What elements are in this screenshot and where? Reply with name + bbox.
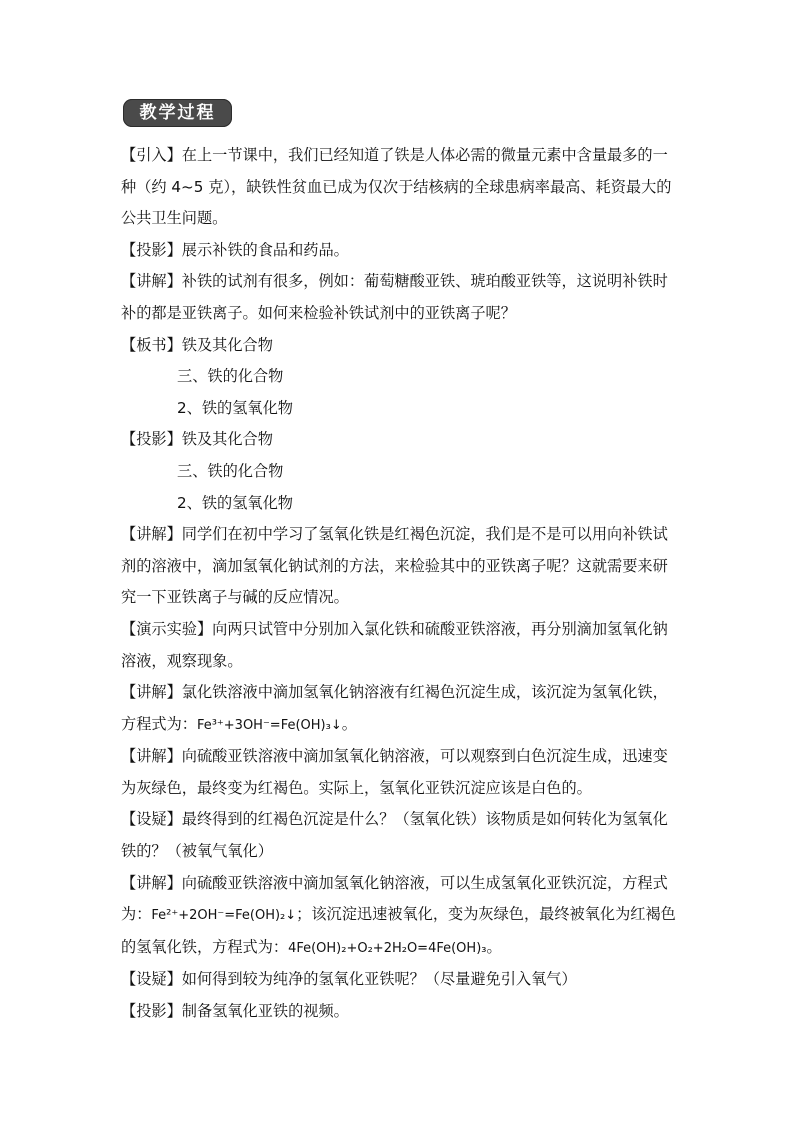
outline-item: 2、铁的氢氧化物	[177, 493, 293, 512]
section-header-badge	[123, 99, 232, 127]
lesson-body	[121, 140, 677, 1028]
outline-item: 三、铁的化合物	[177, 461, 284, 480]
paragraph-tag: 【投影】	[121, 240, 182, 259]
section-header-title: 教学过程	[139, 103, 216, 123]
paragraph-demo-experiment	[121, 614, 677, 677]
paragraph-tail: 。	[341, 714, 357, 733]
paragraph-text: 展示补铁的食品和药品。	[181, 240, 349, 259]
paragraph-intro	[121, 140, 677, 235]
paragraph-tag: 【讲解】	[121, 525, 182, 544]
paragraph-explanation	[121, 868, 677, 965]
chemical-equation: Fe³⁺+3OH⁻=Fe(OH)₃↓	[196, 717, 342, 733]
paragraph-explanation	[121, 677, 677, 741]
paragraph-explanation	[121, 519, 677, 614]
paragraph-text: 铁及其化合物	[181, 335, 273, 354]
paragraph-explanation	[121, 266, 677, 329]
paragraph-tag: 【投影】	[121, 1002, 182, 1021]
paragraph-tail: 。	[486, 937, 502, 956]
paragraph-tag: 【设疑】	[121, 970, 182, 989]
paragraph-question	[121, 964, 677, 996]
outline-item: 2、铁的氢氧化物	[177, 398, 293, 417]
paragraph-text: 向两只试管中分别加入氯化铁和硫酸亚铁溶液，再分别滴加氢氧化钠溶液，观察现象。	[121, 619, 668, 670]
paragraph-projection	[121, 235, 677, 267]
outline-item: 三、铁的化合物	[177, 367, 284, 386]
paragraph-question	[121, 804, 677, 867]
paragraph-tag: 【演示实验】	[121, 619, 213, 638]
chemical-equation: Fe²⁺+2OH⁻=Fe(OH)₂↓	[151, 908, 297, 924]
paragraph-projection	[121, 996, 677, 1028]
paragraph-text: 最终得到的红褐色沉淀是什么？（氢氧化铁）该物质是如何转化为氢氧化铁的？（被氧气氧化）	[121, 810, 668, 861]
paragraph-text: 氯化铁溶液中滴加氢氧化钠溶液有红褐色沉淀生成，该沉淀为氢氧化铁，方程式为：	[121, 683, 668, 733]
paragraph-text: 制备氢氧化亚铁的视频。	[181, 1002, 349, 1021]
chemical-equation: 4Fe(OH)₂+O₂+2H₂O=4Fe(OH)₃	[288, 940, 487, 956]
paragraph-text: 向硫酸亚铁溶液中滴加氢氧化钠溶液，可以生成氢氧化亚铁沉淀，方程式为：	[121, 873, 668, 924]
paragraph-text: 铁及其化合物	[181, 430, 273, 449]
paragraph-text: 补铁的试剂有很多，例如：葡萄糖酸亚铁、琥珀酸亚铁等，这说明补铁时补的都是亚铁离子。如何来检验补铁试剂中的亚铁离子呢？	[121, 272, 668, 322]
paragraph-text: 在上一节课中，我们已经知道了铁是人体必需的微量元素中含量最多的一种（约 4~5 克），缺铁性贫血已成为仅次于结核病的全球患病率最高、耗资最大的公共卫生问题。	[121, 146, 672, 228]
paragraph-blackboard	[121, 330, 677, 362]
paragraph-tag: 【讲解】	[121, 747, 182, 766]
paragraph-tag: 【讲解】	[121, 683, 182, 702]
paragraph-projection	[121, 424, 677, 456]
paragraph-tag: 【讲解】	[121, 272, 182, 291]
paragraph-text: ；该沉淀迅速被氧化，变为灰绿色，最终被氧化为红褐色的氢氧化铁，方程式为：	[121, 905, 676, 956]
paragraph-tag: 【讲解】	[121, 873, 182, 892]
paragraph-explanation	[121, 741, 677, 804]
paragraph-tag: 【设疑】	[121, 810, 182, 829]
paragraph-text: 如何得到较为纯净的氢氧化亚铁呢？（尽量避免引入氧气）	[181, 970, 577, 989]
paragraph-text: 向硫酸亚铁溶液中滴加氢氧化钠溶液，可以观察到白色沉淀生成，迅速变为灰绿色，最终变为红褐色。实际上，氢氧化亚铁沉淀应该是白色的。	[121, 747, 668, 797]
paragraph-tag: 【板书】	[121, 335, 182, 354]
paragraph-tag: 【引入】	[121, 146, 182, 164]
paragraph-text: 同学们在初中学习了氢氧化铁是红褐色沉淀，我们是不是可以用向补铁试剂的溶液中，滴加氢氧化钠试剂的方法，来检验其中的亚铁离子呢？这就需要来研究一下亚铁离子与碱的反应情况。	[121, 525, 668, 607]
paragraph-tag: 【投影】	[121, 430, 182, 449]
